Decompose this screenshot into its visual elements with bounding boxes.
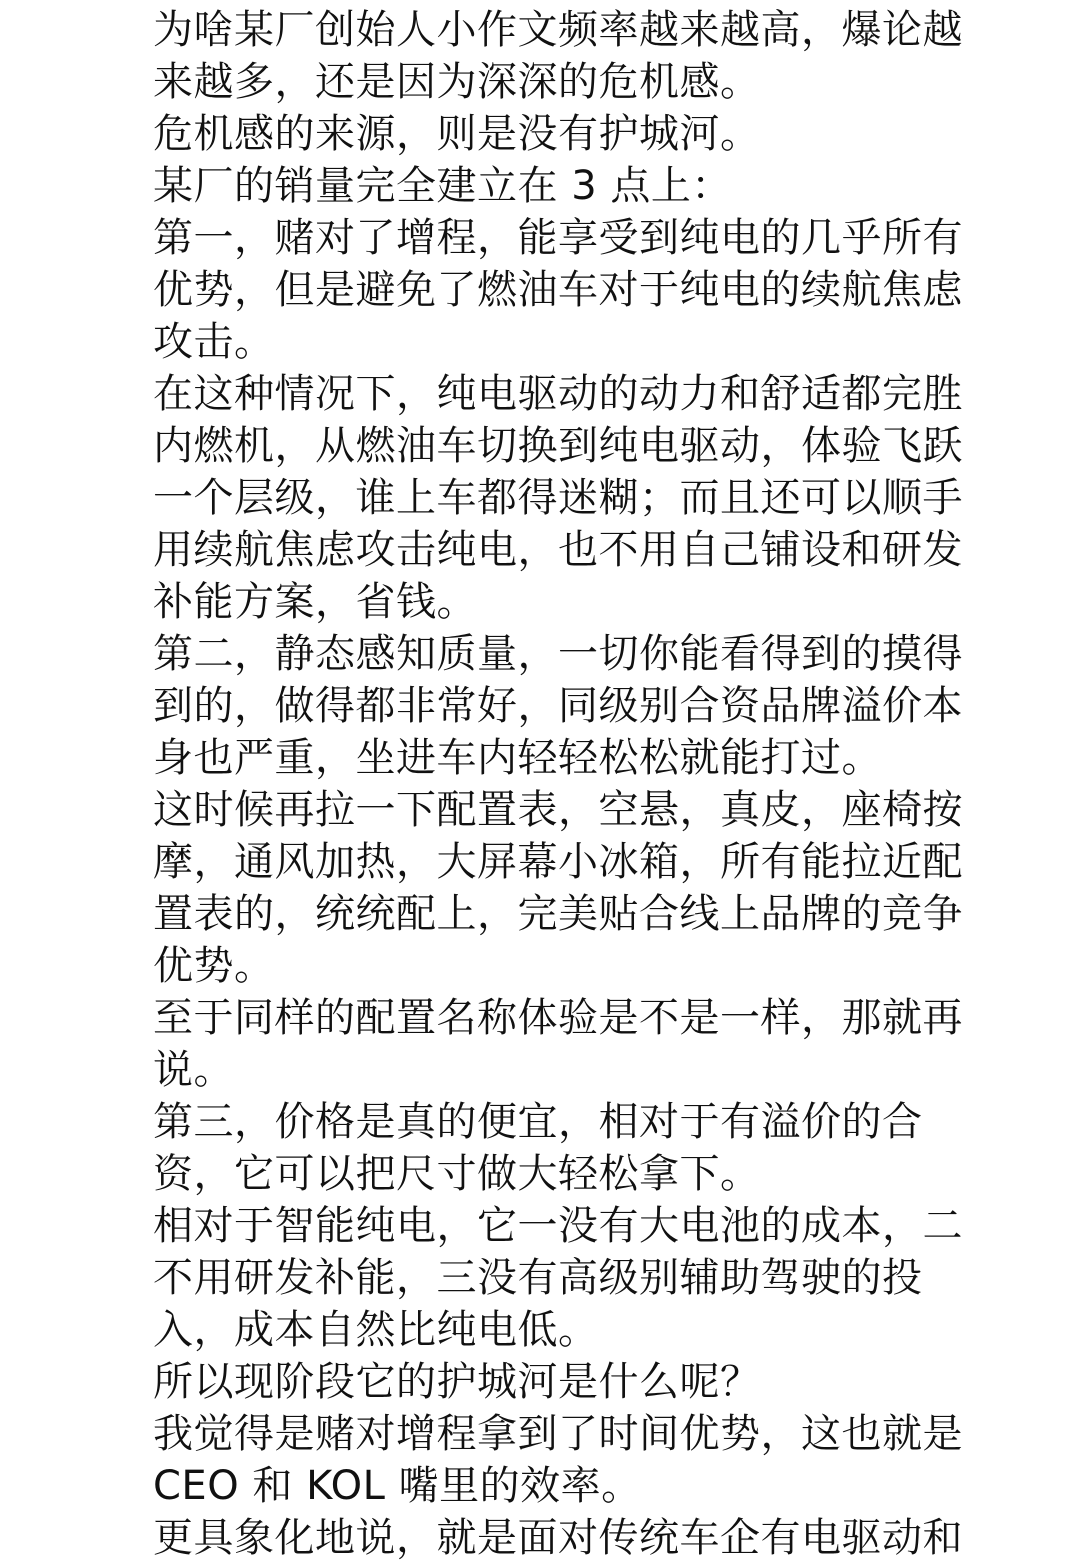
text-line: 置表的，统统配上，完美贴合线上品牌的竞争 (153, 891, 963, 937)
text-line: 入，成本自然比纯电低。 (153, 1307, 599, 1353)
text-line: 危机感的来源，则是没有护城河。 (153, 111, 761, 157)
text-line: 补能方案，省钱。 (153, 579, 477, 625)
text-line: 内燃机，从燃油车切换到纯电驱动，体验飞跃 (153, 423, 963, 469)
text-line: 用续航焦虑攻击纯电，也不用自己铺设和研发 (153, 527, 963, 573)
text-line: 某厂的销量完全建立在 3 点上： (153, 163, 732, 209)
text-line: CEO 和 KOL 嘴里的效率。 (153, 1463, 642, 1509)
text-line: 身也严重，坐进车内轻轻松松就能打过。 (153, 735, 882, 781)
text-line: 到的，做得都非常好，同级别合资品牌溢价本 (153, 683, 963, 729)
text-line: 这时候再拉一下配置表，空悬，真皮，座椅按 (153, 787, 963, 833)
text-line: 所以现阶段它的护城河是什么呢？ (153, 1359, 761, 1405)
text-line: 摩，通风加热，大屏幕小冰箱，所有能拉近配 (153, 839, 963, 885)
text-line: 我觉得是赌对增程拿到了时间优势，这也就是 (153, 1411, 963, 1457)
text-line: 第一，赌对了增程，能享受到纯电的几乎所有 (153, 215, 963, 261)
text-line: 优势。 (153, 943, 275, 989)
text-line: 更具象化地说，就是面对传统车企有电驱动和 (153, 1515, 963, 1561)
text-line: 相对于智能纯电，它一没有大电池的成本，二 (153, 1203, 963, 1249)
text-line: 攻击。 (153, 319, 275, 365)
text-line: 资，它可以把尺寸做大轻松拿下。 (153, 1151, 761, 1197)
text-line: 第三，价格是真的便宜，相对于有溢价的合 (153, 1099, 923, 1145)
text-line: 在这种情况下，纯电驱动的动力和舒适都完胜 (153, 371, 963, 417)
text-line: 来越多，还是因为深深的危机感。 (153, 59, 761, 105)
text-line: 第二，静态感知质量，一切你能看得到的摸得 (153, 631, 963, 677)
text-line: 不用研发补能，三没有高级别辅助驾驶的投 (153, 1255, 923, 1301)
text-line: 为啥某厂创始人小作文频率越来越高，爆论越 (153, 7, 963, 53)
text-line: 至于同样的配置名称体验是不是一样，那就再 (153, 995, 963, 1041)
text-line: 优势，但是避免了燃油车对于纯电的续航焦虑 (153, 267, 963, 313)
text-line: 说。 (153, 1047, 234, 1093)
article-text (153, 4, 1053, 1564)
text-line: 一个层级，谁上车都得迷糊；而且还可以顺手 (153, 475, 963, 521)
